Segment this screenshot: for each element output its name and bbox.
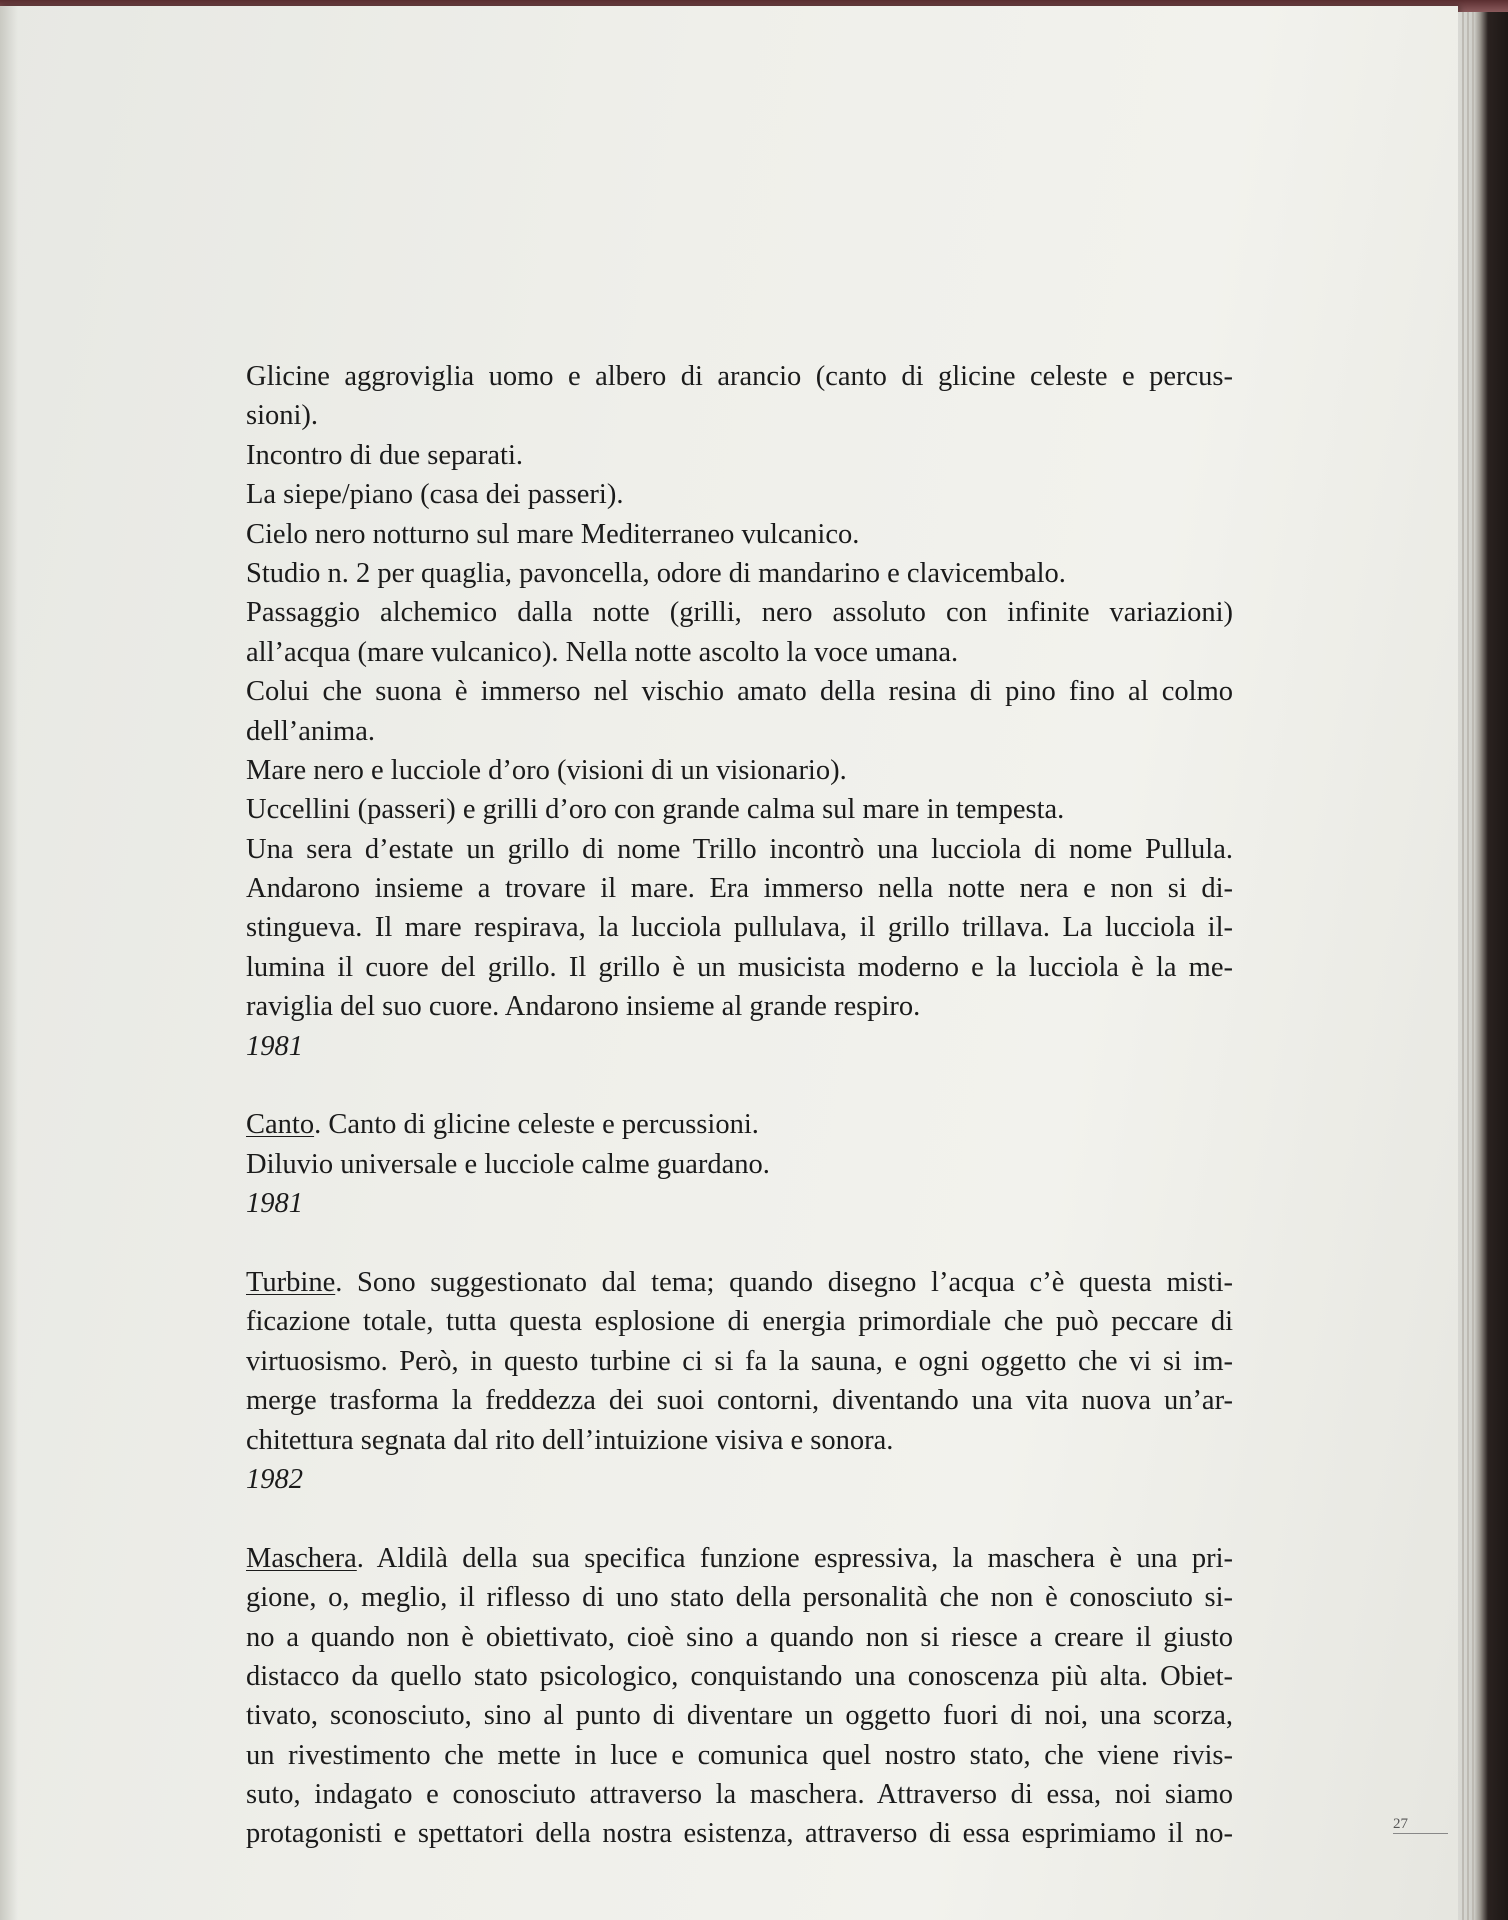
text-line: raviglia del suo cuore. Andarono insieme al grande respiro. — [246, 991, 921, 1023]
text-line: Passaggio alchemico dalla notte (grilli, nero assoluto con infinite variazioni) — [246, 597, 1233, 629]
paragraph-glicine — [246, 357, 1233, 1066]
text-line: lumina il cuore del grillo. Il grillo è un musicista moderno e la lucciola è la me- — [246, 951, 1233, 983]
section-title: Canto — [246, 1109, 315, 1141]
text-line: suto, indagato e conosciuto attraverso la maschera. Attraverso di essa, noi siamo — [246, 1779, 1233, 1811]
text-line: Colui che suona è immerso nel vischio amato della resina di pino fino al colmo — [246, 676, 1233, 708]
text-line: distacco da quello stato psicologico, conquistando una conoscenza più alta. Obiet- — [246, 1660, 1233, 1692]
text-run: . Canto di glicine celeste e percussioni. — [314, 1109, 759, 1141]
paragraph-canto — [246, 1105, 1233, 1223]
year-label: 1981 — [246, 1188, 303, 1220]
page-number: 27 — [1393, 1816, 1448, 1834]
page-edge — [1472, 12, 1474, 1920]
text-line: tivato, sconosciuto, sino al punto di diventare un oggetto fuori di noi, una scorza, — [246, 1700, 1233, 1732]
section-title: Maschera — [246, 1542, 357, 1574]
page-gutter-shadow — [0, 6, 18, 1920]
paragraph-maschera — [246, 1539, 1233, 1854]
text-run: . Sono suggestionato dal tema; quando disegno l’acqua c’è questa misti- — [335, 1266, 1233, 1298]
body-text — [246, 357, 1233, 1854]
text-line: un rivestimento che mette in luce e comunica quel nostro stato, che viene rivis- — [246, 1739, 1233, 1771]
text-line — [246, 1539, 1233, 1578]
text-line: Studio n. 2 per quaglia, pavoncella, odore di mandarino e clavicembalo. — [246, 557, 1066, 589]
text-line: no a quando non è obiettivato, cioè sino a quando non si riesce a creare il giusto — [246, 1621, 1233, 1653]
year-label: 1982 — [246, 1463, 303, 1495]
text-line: Glicine aggroviglia uomo e albero di arancio (canto di glicine celeste e percus- — [246, 361, 1233, 392]
text-line: Una sera d’estate un grillo di nome Trillo incontrò una lucciola di nome Pullula. — [246, 833, 1233, 865]
page-edge — [1467, 12, 1469, 1920]
text-line: ficazione totale, tutta questa esplosione di energia primordiale che può peccare di — [246, 1306, 1233, 1338]
text-line: Mare nero e lucciole d’oro (visioni di un visionario). — [246, 754, 847, 786]
text-line: chitettura segnata dal rito dell’intuizione visiva e sonora. — [246, 1424, 894, 1456]
text-line: Cielo nero notturno sul mare Mediterraneo vulcanico. — [246, 518, 860, 550]
paragraph-turbine — [246, 1263, 1233, 1499]
text-line: dell’anima. — [246, 715, 375, 747]
text-line: La siepe/piano (casa dei passeri). — [246, 479, 624, 511]
text-line — [246, 1263, 1233, 1302]
book-page-stack — [1458, 12, 1508, 1920]
year-label: 1981 — [246, 1030, 303, 1062]
text-run: . Aldilà della sua specifica funzione espressiva, la maschera è una pri- — [356, 1542, 1233, 1574]
paragraph-gap — [246, 1066, 1233, 1105]
text-line — [246, 1105, 1233, 1144]
text-line: all’acqua (mare vulcanico). Nella notte ascolto la voce umana. — [246, 636, 959, 668]
text-line: merge trasforma la freddezza dei suoi contorni, diventando una vita nuova un’ar- — [246, 1385, 1233, 1417]
text-line: sioni). — [246, 400, 319, 432]
page-edge — [1462, 12, 1464, 1920]
text-line: Uccellini (passeri) e grilli d’oro con grande calma sul mare in tempesta. — [246, 794, 1065, 826]
text-line: Andarono insieme a trovare il mare. Era immerso nella notte nera e non si di- — [246, 873, 1233, 905]
paragraph-gap — [246, 1499, 1233, 1538]
paragraph-gap — [246, 1224, 1233, 1263]
text-line: protagonisti e spettatori della nostra esistenza, attraverso di essa esprimiamo il no- — [246, 1818, 1233, 1850]
text-line: gione, o, meglio, il riflesso di uno stato della personalità che non è conosciuto si- — [246, 1582, 1233, 1614]
text-line: Incontro di due separati. — [246, 439, 523, 471]
section-title: Turbine — [246, 1266, 336, 1298]
text-line: Diluvio universale e lucciole calme guardano. — [246, 1148, 770, 1180]
text-line: virtuosismo. Però, in questo turbine ci si fa la sauna, e ogni oggetto che vi si im- — [246, 1345, 1233, 1377]
book-page — [0, 6, 1458, 1920]
text-line: stingueva. Il mare respirava, la lucciola pullulava, il grillo trillava. La lucciola il- — [246, 912, 1233, 944]
